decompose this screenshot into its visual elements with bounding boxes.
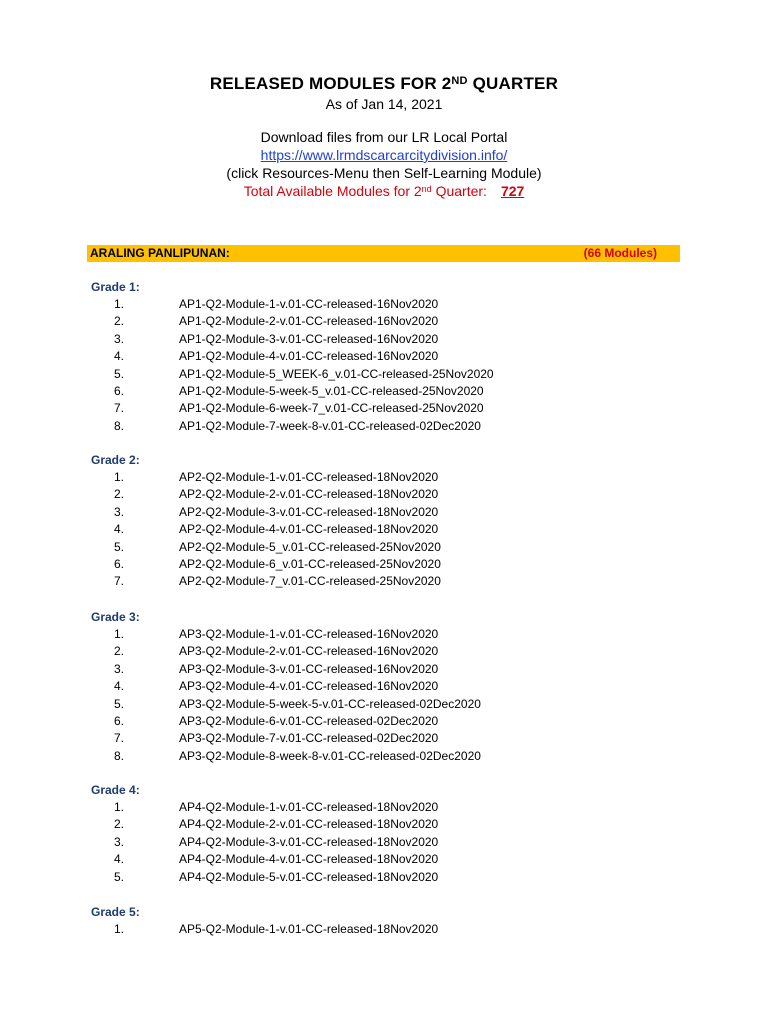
module-name: AP4-Q2-Module-2-v.01-CC-released-18Nov2020 — [179, 817, 439, 832]
grade-heading: Grade 5: — [91, 905, 140, 919]
title-superscript: ND — [451, 75, 468, 87]
list-item — [0, 749, 768, 766]
module-name: AP2-Q2-Module-6_v.01-CC-released-25Nov2020 — [179, 557, 441, 571]
module-name: AP4-Q2-Module-3-v.01-CC-released-18Nov2020 — [179, 834, 439, 849]
list-item — [0, 679, 768, 696]
item-number: 2. — [113, 487, 124, 502]
list-item — [0, 419, 768, 436]
item-number: 4. — [113, 349, 124, 364]
module-name: AP3-Q2-Module-6-v.01-CC-released-02Dec2020 — [179, 714, 439, 728]
module-name: AP1-Q2-Module-6-week-7_v.01-CC-released-25Nov2020 — [179, 401, 484, 416]
module-name: AP1-Q2-Module-5-week-5_v.01-CC-released-25Nov2020 — [179, 384, 484, 398]
item-number: 4. — [113, 852, 124, 867]
item-number: 1. — [113, 627, 124, 641]
as-of-date: As of Jan 14, 2021 — [325, 96, 443, 112]
module-name: AP1-Q2-Module-1-v.01-CC-released-16Nov2020 — [179, 297, 439, 311]
item-number: 7. — [113, 574, 124, 589]
item-number: 1. — [113, 800, 124, 814]
item-number: 2. — [113, 644, 124, 659]
module-name: AP2-Q2-Module-4-v.01-CC-released-18Nov2020 — [179, 522, 439, 537]
module-name: AP4-Q2-Module-1-v.01-CC-released-18Nov2020 — [179, 800, 439, 814]
item-number: 3. — [113, 331, 124, 346]
list-item — [0, 852, 768, 869]
subject-banner — [87, 245, 680, 262]
item-number: 7. — [113, 401, 124, 416]
module-name: AP1-Q2-Module-5_WEEK-6_v.01-CC-released-25Nov2020 — [179, 366, 494, 381]
module-name: AP1-Q2-Module-2-v.01-CC-released-16Nov2020 — [179, 314, 439, 329]
subject-name: ARALING PANLIPUNAN: — [90, 246, 230, 260]
title-suffix: QUARTER — [467, 74, 559, 93]
module-name: AP3-Q2-Module-4-v.01-CC-released-16Nov2020 — [179, 679, 439, 694]
module-name: AP2-Q2-Module-5_v.01-CC-released-25Nov2020 — [179, 539, 441, 554]
item-number: 8. — [113, 418, 124, 433]
item-number: 4. — [113, 679, 124, 694]
total-count: 727 — [500, 183, 525, 199]
list-item — [0, 470, 768, 487]
item-number: 5. — [113, 366, 124, 381]
total-prefix: Total Available Modules for 2 — [243, 183, 422, 199]
module-name: AP2-Q2-Module-2-v.01-CC-released-18Nov2020 — [179, 487, 439, 502]
module-name: AP1-Q2-Module-4-v.01-CC-released-16Nov2020 — [179, 349, 439, 364]
module-name: AP3-Q2-Module-1-v.01-CC-released-16Nov2020 — [179, 627, 439, 641]
item-number: 5. — [113, 696, 124, 711]
list-item — [0, 817, 768, 834]
list-item — [0, 731, 768, 748]
list-item — [0, 401, 768, 418]
grade-heading: Grade 4: — [91, 783, 140, 797]
download-note: Download files from our LR Local Portal — [260, 129, 508, 145]
list-item — [0, 384, 768, 401]
module-name: AP5-Q2-Module-1-v.01-CC-released-18Nov2020 — [179, 922, 439, 936]
title-prefix: RELEASED MODULES FOR 2 — [209, 74, 452, 93]
portal-link[interactable]: https://www.lrmdscarcarcitydivision.info/ — [260, 147, 508, 163]
module-name: AP3-Q2-Module-2-v.01-CC-released-16Nov2020 — [179, 644, 439, 659]
list-item — [0, 714, 768, 731]
module-name: AP1-Q2-Module-3-v.01-CC-released-16Nov2020 — [179, 331, 439, 346]
subject-module-count: (66 Modules) — [583, 246, 657, 260]
grade-heading: Grade 3: — [91, 610, 140, 624]
item-number: 8. — [113, 748, 124, 763]
list-item — [0, 922, 768, 939]
list-item — [0, 332, 768, 349]
total-superscript: nd — [421, 184, 432, 194]
item-number: 3. — [113, 504, 124, 519]
item-number: 3. — [113, 834, 124, 849]
list-item — [0, 662, 768, 679]
item-number: 6. — [113, 557, 124, 571]
total-suffix: Quarter: — [431, 183, 487, 199]
item-number: 1. — [113, 922, 124, 936]
item-number: 5. — [113, 869, 124, 884]
list-item — [0, 697, 768, 714]
list-item — [0, 487, 768, 504]
item-number: 5. — [113, 539, 124, 554]
module-name: AP2-Q2-Module-1-v.01-CC-released-18Nov2020 — [179, 470, 439, 484]
list-item — [0, 314, 768, 331]
module-name: AP2-Q2-Module-3-v.01-CC-released-18Nov2020 — [179, 504, 439, 519]
list-item — [0, 297, 768, 314]
module-name: AP3-Q2-Module-3-v.01-CC-released-16Nov2020 — [179, 661, 439, 676]
item-number: 3. — [113, 661, 124, 676]
module-name: AP2-Q2-Module-7_v.01-CC-released-25Nov2020 — [179, 574, 441, 589]
list-item — [0, 835, 768, 852]
list-item — [0, 870, 768, 887]
item-number: 7. — [113, 731, 124, 746]
list-item — [0, 349, 768, 366]
list-item — [0, 557, 768, 574]
grade-heading: Grade 2: — [91, 453, 140, 467]
module-name: AP3-Q2-Module-8-week-8-v.01-CC-released-02Dec2020 — [179, 748, 481, 763]
item-number: 1. — [113, 297, 124, 311]
item-number: 6. — [113, 714, 124, 728]
grade-heading: Grade 1: — [91, 280, 140, 294]
list-item — [0, 627, 768, 644]
list-item — [0, 522, 768, 539]
module-name: AP3-Q2-Module-7-v.01-CC-released-02Dec2020 — [179, 731, 439, 746]
module-name: AP3-Q2-Module-5-week-5-v.01-CC-released-02Dec2020 — [179, 696, 481, 711]
module-name: AP4-Q2-Module-4-v.01-CC-released-18Nov2020 — [179, 852, 439, 867]
page-title — [0, 74, 768, 94]
item-number: 2. — [113, 314, 124, 329]
total-modules — [0, 183, 768, 199]
list-item — [0, 367, 768, 384]
list-item — [0, 505, 768, 522]
item-number: 2. — [113, 817, 124, 832]
list-item — [0, 800, 768, 817]
item-number: 6. — [113, 384, 124, 398]
list-item — [0, 540, 768, 557]
module-name: AP1-Q2-Module-7-week-8-v.01-CC-released-02Dec2020 — [179, 418, 481, 433]
item-number: 1. — [113, 470, 124, 484]
navigation-hint: (click Resources-Menu then Self-Learning Module) — [226, 165, 542, 181]
module-name: AP4-Q2-Module-5-v.01-CC-released-18Nov2020 — [179, 869, 439, 884]
list-item — [0, 574, 768, 591]
item-number: 4. — [113, 522, 124, 537]
list-item — [0, 644, 768, 661]
